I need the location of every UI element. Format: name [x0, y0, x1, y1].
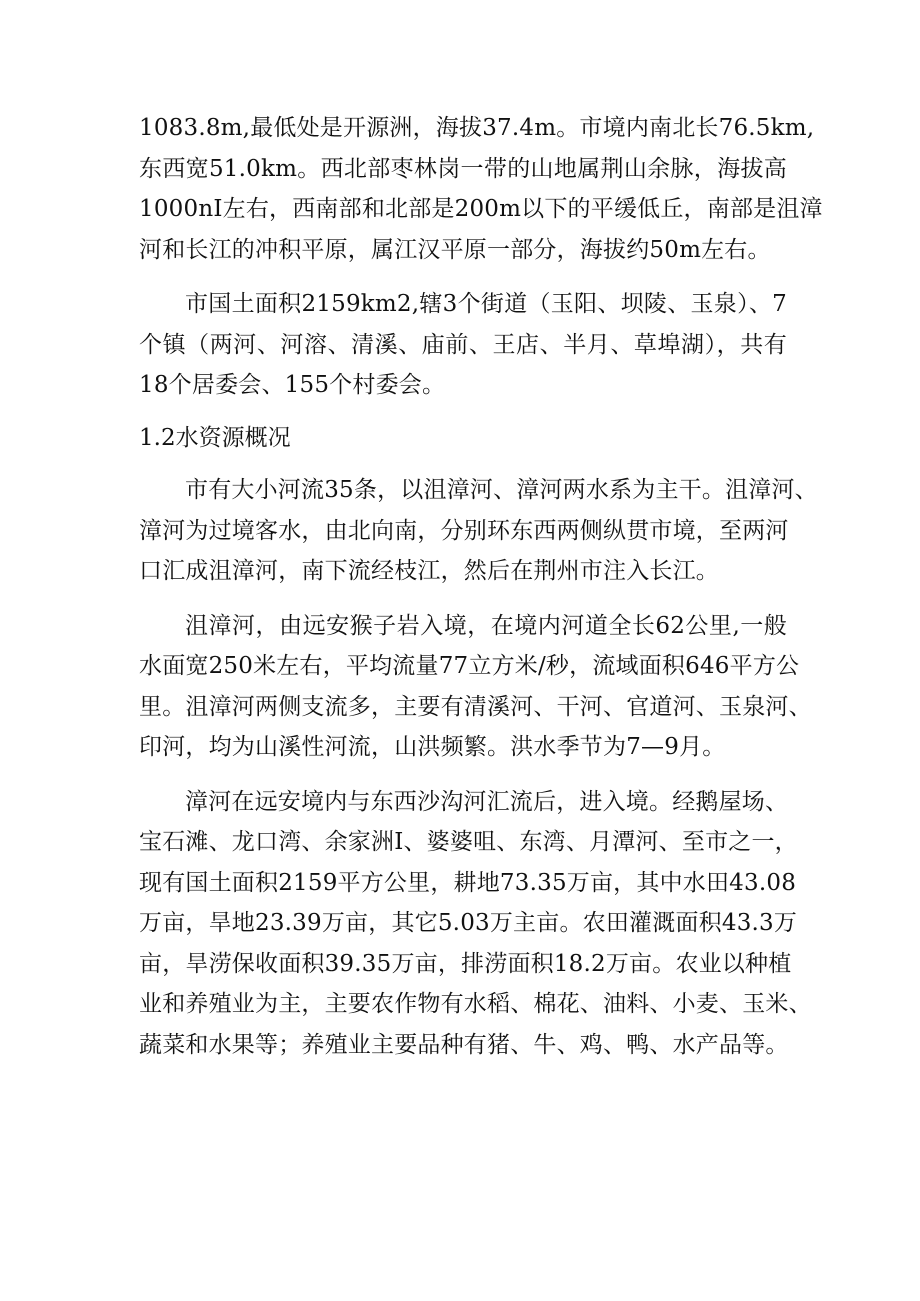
text-line: 现有国土面积2159平方公里，耕地73.35万亩，其中水田43.08 [139, 869, 797, 896]
text-line: 万亩，旱地23.39万亩，其它5.03万主亩。农田灌溉面积43.3万 [139, 910, 798, 936]
paragraph-land-area [139, 284, 787, 406]
paragraph-terrain [139, 108, 823, 270]
text-line: 漳河在远安境内与东西沙沟河汇流后，进入境。经鹅屋场、 [185, 788, 789, 815]
paragraph-zhang-river [139, 782, 812, 1066]
text-line: 里。沮漳河两侧支流多，主要有清溪河、干河、官道河、玉泉河、 [139, 693, 812, 720]
text-line: 印河，均为山溪性河流，山洪频繁。洪水季节为7—9月。 [139, 734, 726, 760]
text-line: 1083.8m,最低处是开源洲，海拔37.4m。市境内南北长76.5km, [139, 115, 815, 141]
text-line: 口汇成沮漳河，南下流经枝江，然后在荆州市注入长江。 [139, 558, 719, 584]
text-line: 蔬菜和水果等；养殖业主要品种有猪、牛、鸡、鸭、水产品等。 [139, 1031, 789, 1058]
section-heading: 1.2水资源概况 [139, 424, 291, 451]
text-line: 市国土面积2159km2,辖3个街道（玉阳、坝陵、玉泉）、7 [185, 291, 787, 317]
text-line: 业和养殖业为主，主要农作物有水稻、棉花、油料、小麦、玉米、 [139, 991, 812, 1017]
text-line: 宝石滩、龙口湾、余家洲I、婆婆咀、东湾、月潭河、至市之一， [139, 829, 798, 855]
text-line: 18个居委会、155个村委会。 [139, 372, 446, 398]
text-line: 水面宽250米左右，平均流量77立方米/秒，流域面积646平方公 [139, 653, 800, 679]
document-body [139, 108, 823, 1065]
paragraph-juzhang-river [139, 606, 812, 768]
text-line: 东西宽51.0km。西北部枣林岗一带的山地属荆山余脉，海拔高 [139, 155, 787, 182]
text-line: 亩，旱涝保收面积39.35万亩，排涝面积18.2万亩。农业以种植 [139, 950, 792, 977]
text-line: 沮漳河，由远安猴子岩入境，在境内河道全长62公里,一般 [185, 612, 787, 639]
text-line: 1000nI左右，西南部和北部是200m以下的平缓低丘，南部是沮漳 [139, 196, 823, 222]
text-line: 个镇（两河、河溶、清溪、庙前、王店、半月、草埠湖），共有 [139, 331, 787, 358]
paragraph-rivers-overview [139, 470, 818, 592]
text-line: 市有大小河流35条，以沮漳河、漳河两水系为主干。沮漳河、 [185, 477, 818, 503]
text-line: 河和长江的冲积平原，属江汉平原一部分，海拔约50m左右。 [139, 236, 771, 263]
text-line: 漳河为过境客水，由北向南，分别环东西两侧纵贯市境，至两河 [139, 517, 789, 544]
